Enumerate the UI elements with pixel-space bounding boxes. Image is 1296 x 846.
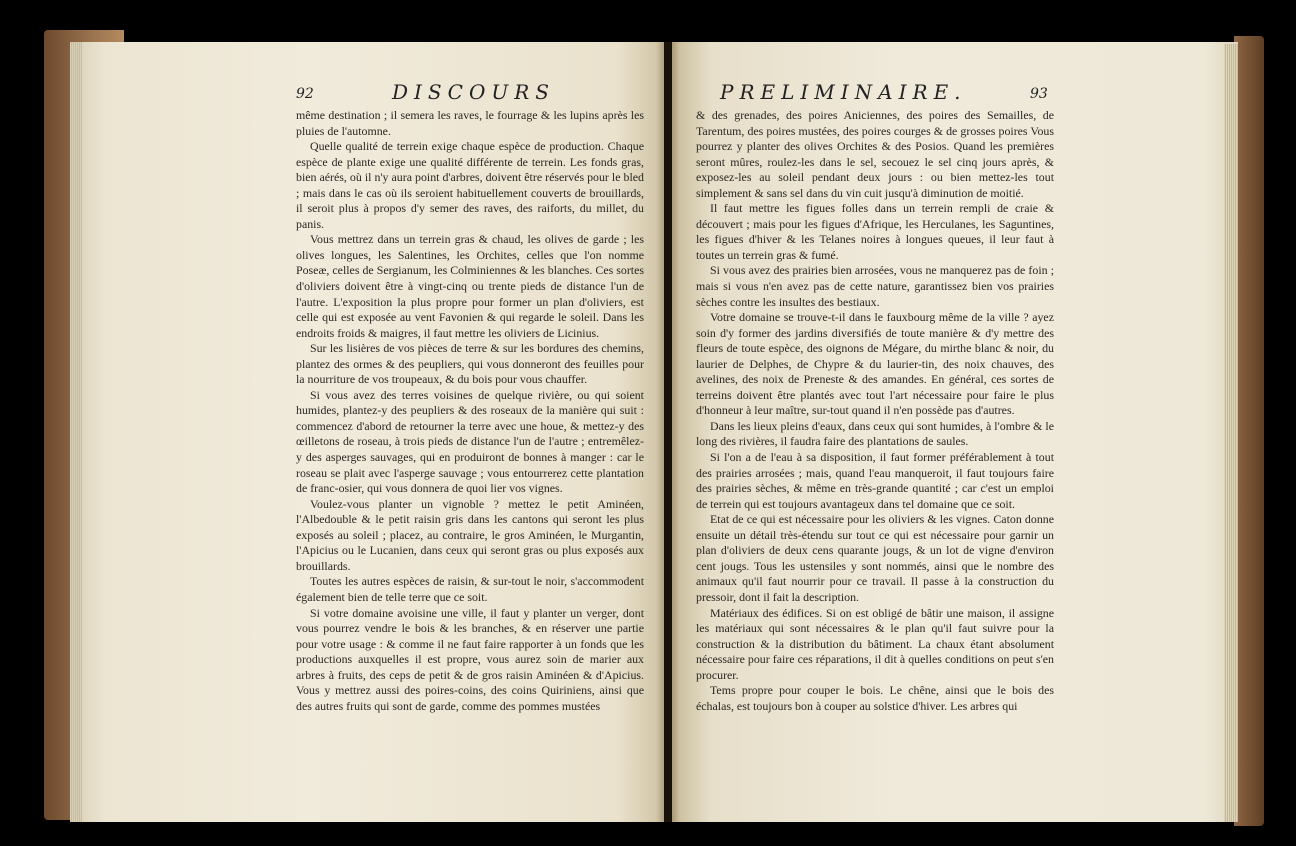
open-book (44, 30, 1264, 830)
paragraph: Si votre domaine avoisine une ville, il faut y planter un verger, dont vous pourrez vendre le bois & les branches, & en réserver une partie pour votre usage : & comme il ne faut faire rapporter à un fonds que les productions auxquelles il est propre, vous aurez soin de marier aux arbres à fruits, des ceps de petit & de gros raisin Aminéen & d'Apicius. Vous y mettrez aussi des poires-coins, des coins Quiriniens, ainsi que des autres fruits qui sont de garde, comme des pommes mustées (296, 605, 644, 713)
paragraph: Votre domaine se trouve-t-il dans le fauxbourg même de la ville ? ayez soin d'y former des jardins diversifiés de toute manière & d'y mettre des fleurs de toute espèce, des oignons de Mégare, du mirthe blanc & noir, du laurier de Delphes, de Chypre & du laurier-tin, des noix chauves, des avelines, des noix de Preneste & des amandes. En général, ces sortes de terreins doivent être plantés avec tout l'art nécessaire pour faire le plus d'honneur à leur maître, sur-tout quand il n'en possède pas d'autres. (696, 310, 1054, 418)
paragraph: Tems propre pour couper le bois. Le chêne, ainsi que le bois des échalas, est toujours bon à couper au solstice d'hiver. Les arbres qui (696, 683, 1054, 713)
book-gutter (656, 42, 680, 822)
paragraph: Matériaux des édifices. Si on est obligé de bâtir une maison, il assigne les matériaux qui sont nécessaires & le plan qu'il faut suivre pour la construction & la distribution du bâtiment. La chaux étant absolument nécessaire pour faire ces réparations, il dit à quelles conditions on peut s'en procurer. (696, 605, 1054, 682)
paragraph: & des grenades, des poires Aniciennes, des poires des Semailles, de Tarentum, des poires mustées, des poires courges & de grosses poires Vous pourrez y planter des olives Orchites & des Posios. Quand les premières seront mûres, roulez-les dans le sel, secouez le sel cinq jours après, & exposez-les au soleil pendant deux jours : ou bien mettez-les tout simplement & sans sel dans du vin cuit jusqu'à diminution de moitié. (696, 108, 1054, 200)
right-page-edges (1224, 44, 1238, 822)
book-cover-right (1234, 36, 1264, 826)
left-running-title: DISCOURS (392, 80, 555, 104)
paragraph: Etat de ce qui est nécessaire pour les oliviers & les vignes. Caton donne ensuite un détail très-étendu sur tout ce qui est nécessaire pour garnir un plan d'oliviers de deux cens quarante jougs, & un lot de vigne d'environ cent jougs. Tous les ustensiles y sont nommés, ainsi que le nombre des animaux qu'il faut nourrir pour ce travail. Il passe à la construction du pressoir, dont il fait la description. (696, 512, 1054, 604)
paragraph: Si vous avez des terres voisines de quelque rivière, ou qui soient humides, plantez-y des peupliers & des roseaux de la manière qui suit : commencez d'abord de retourner la terre avec une houe, & mettez-y des œilletons de roseau, à trois pieds de distance l'un de l'autre ; entremêlez-y des asperges sauvages, qui en produiront de bonnes à manger : car le roseau se plait avec l'asperge sauvage ; vous entourrerez cette plantation de franc-osier, qui vous donnera de quoi lier vos vignes. (296, 387, 644, 496)
paragraph: Sur les lisières de vos pièces de terre & sur les bordures des chemins, plantez des ormes & des peupliers, qui vous donneront des feuilles pour la nourriture de vos troupeaux, & du bois pour vous chauffer. (296, 341, 644, 387)
paragraph: Dans les lieux pleins d'eaux, dans ceux qui sont humides, à l'ombre & le long des rivières, il faudra faire des plantations de saules. (696, 418, 1054, 449)
left-page-edges (70, 42, 82, 822)
paragraph: Si l'on a de l'eau à sa disposition, il faut former préférablement à tout des prairies arrosées ; mais, quand l'eau manqueroit, il faut toujours faire des prairies sèches, & même en très-grande quantité ; car c'est un emploi de terrein qui est toujours avantageux dans tel domaine que ce soit. (696, 450, 1054, 511)
right-running-title: PRELIMINAIRE. (720, 80, 967, 104)
paragraph: Si vous avez des prairies bien arrosées, vous ne manquerez pas de foin ; mais si vous n'en avez pas de cette nature, garantissez bien vos prairies sèches contre les insultes des bestiaux. (696, 263, 1054, 309)
paragraph: même destination ; il semera les raves, le fourrage & les lupins après les pluies de l'automne. (296, 108, 644, 138)
paragraph: Vous mettrez dans un terrein gras & chaud, les olives de garde ; les olives longues, les Salentines, les Orchites, celles que l'on nomme Poseæ, celles de Sergianum, les Colminiennes & les blanches. Ces sortes d'oliviers doivent être à vingt-cinq ou trente pieds de distance l'un de l'autre. L'exposition la plus propre pour former un plan d'oliviers, est celle qui est exposée au vent Favonien & qui regarde le soleil. Dans les endroits froids & maigres, il faut mettre les oliviers de Licinius. (296, 232, 644, 340)
right-page-number: 93 (1030, 86, 1048, 102)
paragraph: Toutes les autres espèces de raisin, & sur-tout le noir, s'accommodent également bien de telle terre que ce soit. (296, 574, 644, 604)
paragraph: Quelle qualité de terrein exige chaque espèce de production. Chaque espèce de plante exige une qualité différente de terrein. Les fonds gras, bien aérés, où il n'y aura point d'arbres, doivent être réservés pour le bled ; mais dans le cas où ils seroient habituellement couverts de brouillards, il seroit plus à propos d'y semer des raves, des raiforts, du millet, du panis. (296, 139, 644, 231)
left-page-number: 92 (296, 86, 314, 102)
left-page (70, 42, 664, 822)
paragraph: Voulez-vous planter un vignoble ? mettez le petit Aminéen, l'Albedouble & le petit raisin gris dans les cantons qui seront les plus exposés au soleil ; placez, au contraire, le gros Aminéen, le Murgantin, l'Apicius ou le Lucanien, dans ceux qui seront gras ou plus exposés aux brouillards. (296, 496, 644, 573)
paragraph: Il faut mettre les figues folles dans un terrein rempli de craie & découvert ; mais pour les figues d'Afrique, les Herculanes, les Saguntines, les figues d'hiver & les Telanes noires à longues queues, il leur faut à toutes un terrein gras & fumé. (696, 201, 1054, 262)
left-body-text (296, 108, 644, 714)
right-page (672, 42, 1238, 822)
right-body-text (696, 108, 1054, 714)
